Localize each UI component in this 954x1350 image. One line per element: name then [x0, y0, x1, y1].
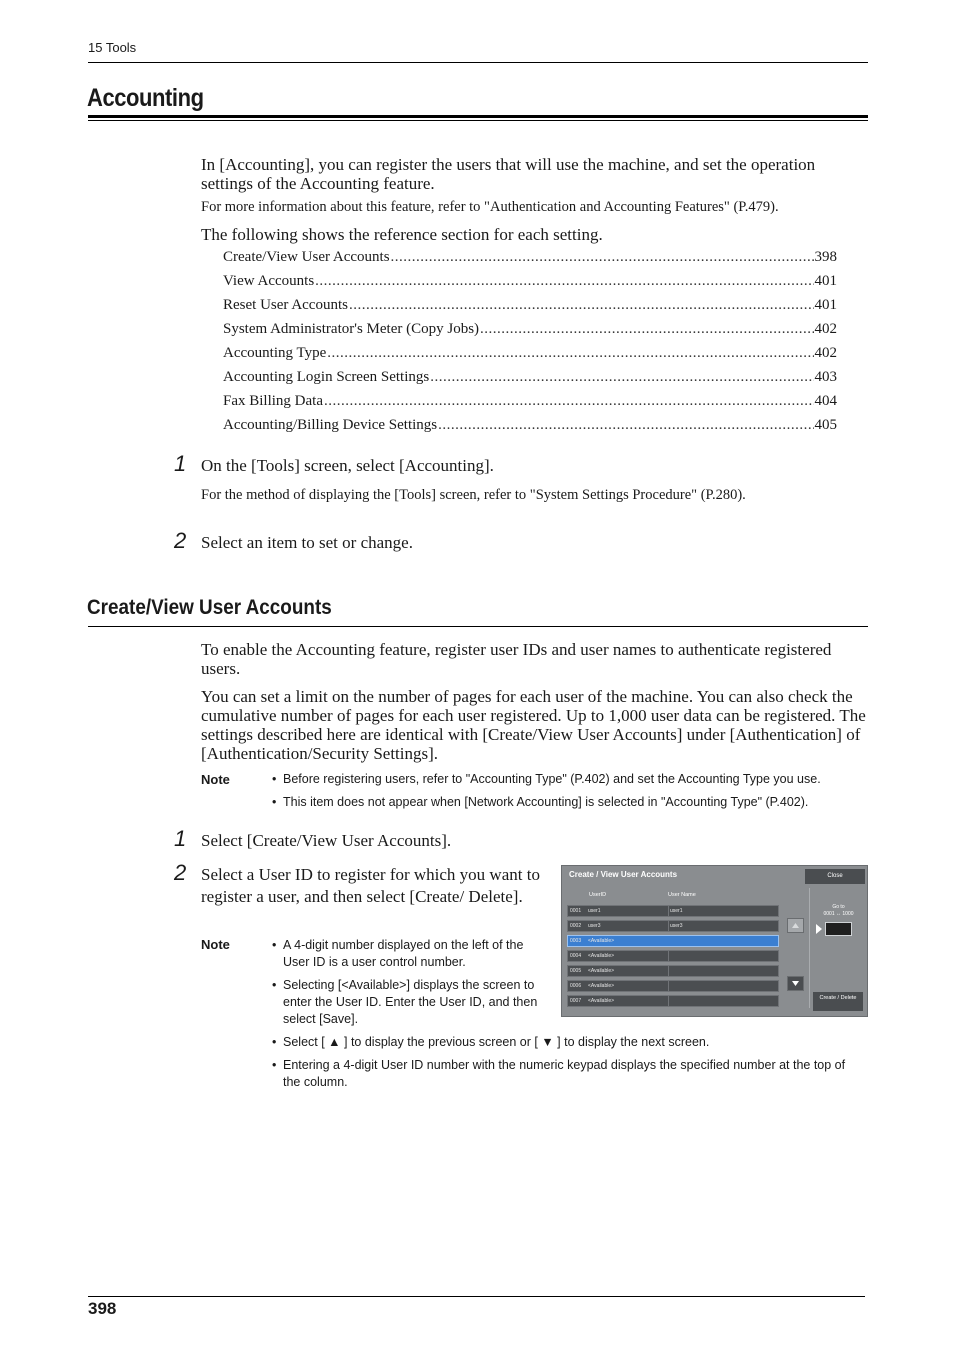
user-row-selected[interactable]: 0003 <Available> [567, 935, 779, 947]
scroll-down-button[interactable] [787, 976, 804, 991]
toc-item[interactable] [223, 321, 837, 341]
section-rule [88, 626, 868, 627]
toc-item[interactable] [223, 297, 837, 317]
step-text: Select [Create/View User Accounts]. [201, 831, 452, 850]
toc-label: Accounting Type [223, 345, 327, 361]
scroll-up-button[interactable] [787, 918, 804, 933]
column-header-username: User Name [668, 892, 696, 898]
running-head: 15 Tools [88, 40, 137, 55]
toc-label: Fax Billing Data [223, 393, 323, 409]
panel-divider [809, 888, 810, 1008]
note-label: Note [201, 772, 230, 787]
intro-reference: For more information about this feature, refer to "Authentication and Accounting Features" (P.479). [201, 199, 779, 215]
toc-label: Accounting Login Screen Settings [223, 369, 430, 385]
toc-item[interactable] [223, 249, 837, 269]
toc-label: Accounting/Billing Device Settings [223, 417, 438, 433]
toc-page: 404 [814, 393, 837, 409]
toc-leader [480, 321, 813, 338]
go-to-arrow-icon [816, 924, 822, 934]
step-text: On the [Tools] screen, select [Accounting]. [201, 456, 494, 475]
toc-label: Reset User Accounts [223, 297, 348, 313]
toc-page: 402 [814, 321, 837, 337]
screen-title: Create / View User Accounts [569, 870, 678, 879]
create-view-user-accounts-screenshot [561, 865, 868, 1017]
go-to-label: Go to 0001 ↔ 1000 [823, 904, 854, 917]
toc-item[interactable] [223, 393, 837, 413]
intro-toc-lead: The following shows the reference section for each setting. [201, 225, 603, 244]
user-row[interactable]: 0002 user3 user3 [567, 920, 779, 932]
toc-page: 401 [814, 273, 837, 289]
toc-leader [327, 345, 813, 362]
step-number: 2 [174, 860, 187, 885]
user-row[interactable]: 0005 <Available> [567, 965, 779, 977]
section-paragraph: To enable the Accounting feature, register user IDs and user names to authenticate registered users. [201, 640, 832, 678]
toc-label: System Administrator's Meter (Copy Jobs) [223, 321, 480, 337]
triangle-up-icon [788, 919, 803, 932]
toc-item[interactable] [223, 273, 837, 293]
page-number: 398 [88, 1299, 117, 1318]
step-subtext: For the method of displaying the [Tools] screen, refer to "System Settings Procedure" (P.280). [201, 487, 746, 503]
toc-leader [349, 297, 814, 314]
user-row[interactable]: 0004 <Available> [567, 950, 779, 962]
toc-page: 401 [814, 297, 837, 313]
toc-page: 398 [814, 249, 837, 265]
go-to-input[interactable] [825, 922, 852, 936]
toc-leader [430, 369, 813, 386]
page-title: Accounting [87, 84, 204, 112]
triangle-down-icon [788, 977, 803, 990]
column-header-userid: UserID [589, 892, 607, 898]
toc-item[interactable] [223, 369, 837, 389]
title-rule-thin [88, 120, 868, 121]
intro-paragraph: In [Accounting], you can register the users that will use the machine, and set the operation settings of the Accounting feature. [201, 155, 816, 193]
toc-label: View Accounts [223, 273, 315, 289]
create-delete-button[interactable]: Create / Delete [813, 992, 863, 1011]
user-row[interactable]: 0007 <Available> [567, 995, 779, 1007]
toc-page: 402 [814, 345, 837, 361]
section-paragraph: You can set a limit on the number of pages for each user of the machine. You can also check the cumulative number of pages for each user registered. Up to 1,000 user data can be registered. The settings described here are identical with [Create/View User Accounts] under [Authentication] of [Authentication/Security Settings]. [201, 687, 866, 763]
note-label: Note [201, 937, 230, 952]
toc-item[interactable] [223, 345, 837, 365]
step-number: 1 [174, 451, 187, 476]
step-text: Select an item to set or change. [201, 533, 413, 552]
toc-label: Create/View User Accounts [223, 249, 390, 265]
step-text: Select a User ID to register for which you want to register a user, and then select [Create/ Delete]. [201, 865, 540, 906]
header-rule [88, 62, 868, 63]
user-row[interactable]: 0001 user1 user1 [567, 905, 779, 917]
footer-rule [88, 1296, 865, 1297]
close-button[interactable]: Close [805, 869, 865, 884]
step-number: 2 [174, 528, 187, 553]
toc-leader [438, 417, 813, 434]
toc-leader [315, 273, 813, 290]
step-number: 1 [174, 826, 187, 851]
user-row[interactable]: 0006 <Available> [567, 980, 779, 992]
toc-page: 405 [814, 417, 837, 433]
toc-item[interactable] [223, 417, 837, 437]
section-title: Create/View User Accounts [87, 596, 332, 619]
toc-leader [391, 249, 814, 266]
title-rule-thick [88, 115, 868, 118]
toc-leader [324, 393, 814, 410]
toc-page: 403 [814, 369, 837, 385]
